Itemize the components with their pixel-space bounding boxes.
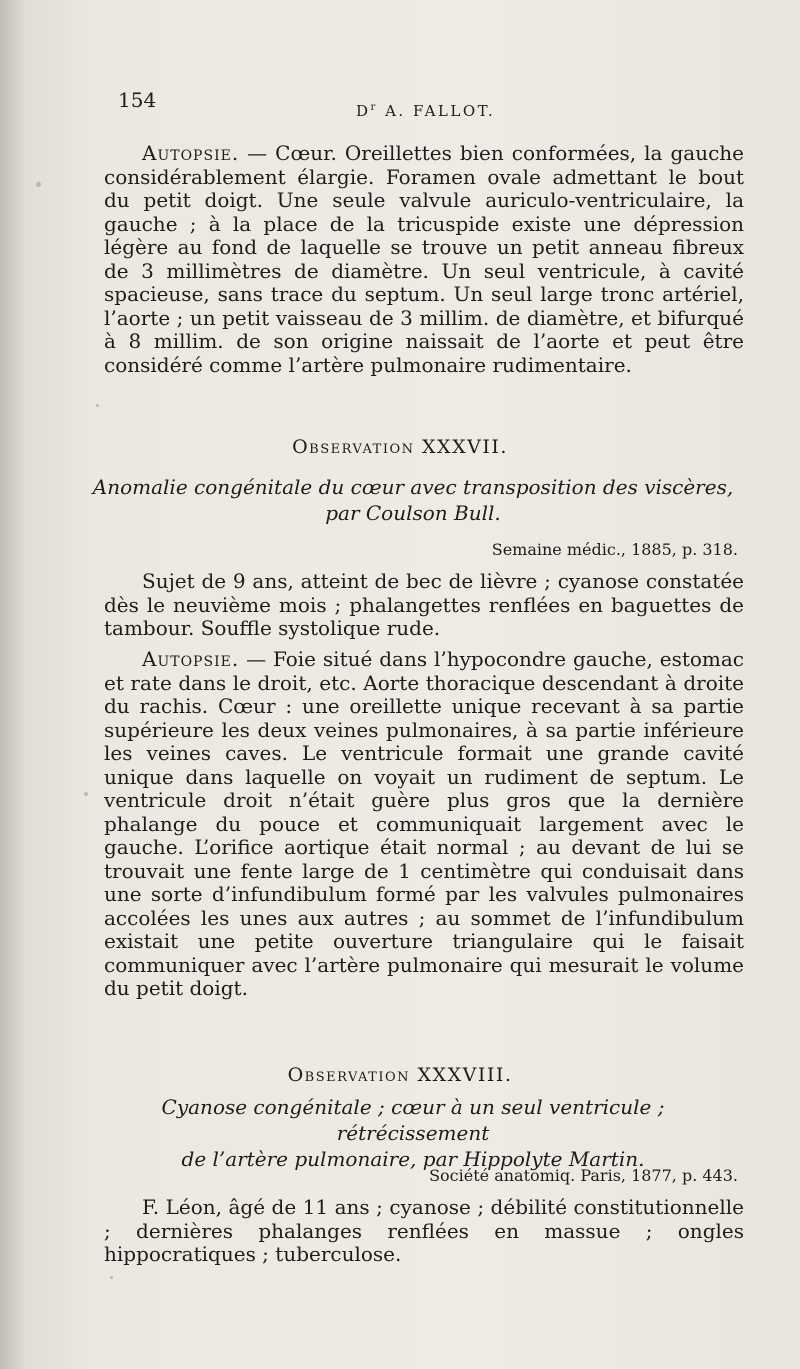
observation-37-title-line-2: par Coulson Bull.: [325, 501, 501, 525]
observation-38-title: [88, 1094, 738, 1172]
observation-37-citation: Semaine médic., 1885, p. 318.: [491, 540, 738, 559]
paper-speck: [36, 182, 41, 187]
paper-speck: [84, 792, 88, 796]
autopsy-lead-2: Autopsie.: [142, 647, 240, 671]
observation-37-title-line-1: Anomalie congénitale du cœur avec transposition des viscères,: [92, 475, 734, 499]
running-title: [356, 102, 495, 120]
observation-37-autopsy-text: — Foie situé dans l’hypocondre gauche, estomac et rate dans le droit, etc. Aorte thoracique descendant à droite du rachis. Cœur : une oreillette unique recevant à sa partie supérieure les deux veines pulmonaires, à sa partie inférieure les veines caves. Le ventricule formait une grande cavité unique dans laquelle on voyait un rudiment de septum. Le ventricule droit n’était guère plus gros que la dernière phalange du pouce et communiquait largement avec le gauche. L’orifice aortique était normal ; au devant de lui se trouvait une fente large de 1 centimètre qui conduisait dans une sorte d’infundibulum formé par les valvules pulmonaires accolées les unes aux autres ; au sommet de l’infundibulum existait une petite ouverture triangulaire qui le faisait communiquer avec l’artère pulmonaire qui mesurait le volume du petit doigt.: [104, 647, 744, 1000]
observation-37-paragraph-1: Sujet de 9 ans, atteint de bec de lièvre ; cyanose constatée dès le neuvième mois ; phalangettes renflées en baguettes de tambour. Souffle systolique rude.: [104, 569, 744, 640]
observation-38-heading: Observation XXXVIII.: [287, 1064, 513, 1086]
author-prefix-sup: r: [370, 102, 378, 113]
autopsy-paragraph-1: [104, 142, 744, 377]
observation-38-citation: Société anatomiq. Paris, 1877, p. 443.: [429, 1166, 738, 1185]
page-number: 154: [118, 88, 157, 112]
observation-37-heading: Observation XXXVII.: [292, 436, 508, 458]
paper-speck: [110, 1276, 113, 1279]
page-gutter-shadow: [0, 0, 26, 1369]
page-header: [0, 84, 800, 124]
autopsy-text: — Cœur. Oreillettes bien conformées, la gauche considérablement élargie. Foramen ovale admettant le bout du petit doigt. Une seule valvule auriculo-ventriculaire, la gauche ; à la place de la tricuspide existe une dépression légère au fond de laquelle se trouve un petit anneau fibreux de 3 millimètres de diamètre. Un seul ventricule, à cavité spacieuse, sans trace du septum. Un seul large tronc artériel, l’aorte ; un petit vaisseau de 3 millim. de diamètre, et bifurqué à 8 millim. de son origine naissait de l’aorte et peut être considéré comme l’artère pulmonaire rudimentaire.: [104, 141, 744, 377]
author-name: A. FALLOT.: [385, 102, 496, 120]
author-prefix: D: [356, 102, 371, 120]
observation-38-title-line-1: Cyanose congénitale ; cœur à un seul ventricule ; rétrécissement: [161, 1095, 665, 1145]
observation-37-paragraph-2: [104, 648, 744, 1001]
observation-38-title-line-2: de l’artère pulmonaire, par Hippolyte Martin.: [181, 1147, 645, 1171]
paper-speck: [96, 404, 99, 407]
autopsy-lead: Autopsie.: [142, 141, 240, 165]
observation-38-paragraph-1: F. Léon, âgé de 11 ans ; cyanose ; débilité constitutionnelle ; dernières phalanges renflées en massue ; ongles hippocratiques ; tuberculose.: [104, 1195, 744, 1266]
observation-37-title: [88, 474, 738, 526]
